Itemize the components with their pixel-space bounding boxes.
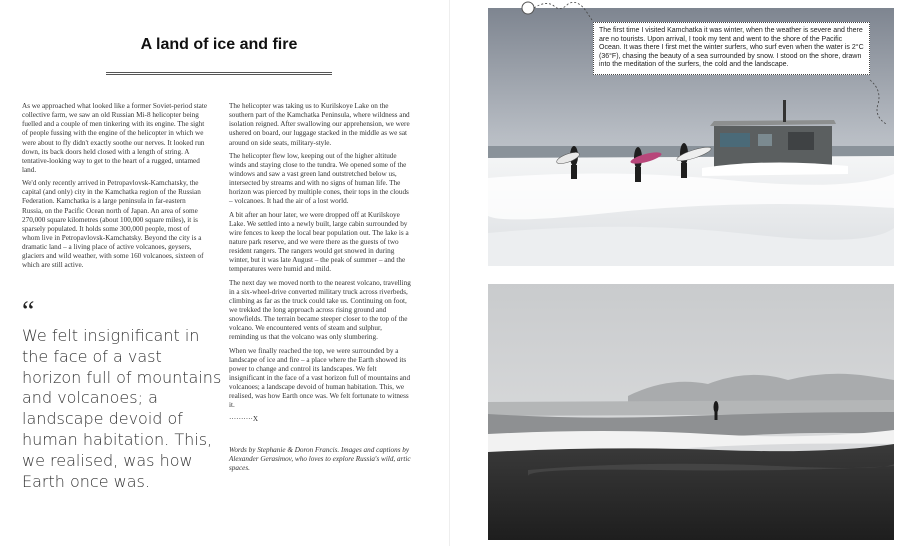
photo-caption: The first time I visited Kamchatka it was winter, when the weather is severe and there are no tourists. Upon arrival, I took my tent and went to the shore of the Pacific Ocean. It was there I first met the winter surfers, who surf even when the water is 2°C (36°F), chasing the beauty of a sea surrounded by snow. I stood on the shore, drawn into the meditation of the surfers, the cold and the landscape. (593, 22, 870, 75)
paragraph: A bit after an hour later, we were dropped off at Kurilskoye Lake. We settled into a newly built, large cabin surrounded by wire fences to keep the local bear population out. The lake is a nature park reserve, and we were there as the guests of two resident rangers. The rangers would get snowed in during winter, but it was late August – the peak of summer – and the temperatures were humid and mild. (229, 210, 409, 274)
signoff: ··········X (229, 414, 259, 423)
right-page (450, 0, 900, 546)
credit-line: Words by Stephanie & Doron Francis. Images and captions by Alexander Gerasimov, who loves to explore Russia's wild, artic spaces. (229, 445, 411, 472)
paragraph: When we finally reached the top, we were surrounded by a landscape of ice and fire – a place where the Earth showed its power to change and control its landscapes. We felt insignificant in the face of a vast horizon full of mountains and volcanoes; a landscape devoid of human habitation. This, we realised, was how Earth once was. We felt fortunate to witness it. (229, 346, 411, 410)
pull-quote: We felt insignificant in the face of a vast horizon full of mountains and volcanoes; a landscape devoid of human habitation. This, we realised, was how Earth once was. (22, 326, 222, 491)
body-column-left (22, 102, 208, 275)
paragraph: The next day we moved north to the nearest volcano, travelling in a six-wheel-drive converted military truck across riverbeds, climbing as far as the truck could take us. Continuing on foot, we trekked the long approach across rising ground and snowfields. The terrain became steeper closer to the top of the volcano. We encountered vents of steam and sulphur, reminding us that the volcano was only slumbering. (229, 278, 411, 342)
body-column-right (229, 102, 413, 477)
paragraph: We'd only recently arrived in Petropavlovsk-Kamchatsky, the capital (and only) city in the Kamchatka region of the Russian Federation. Kamchatka is a large peninsula in far-eastern Russia, on the Pacific Ocean north of Japan. An area of some 270,000 square kilometres (about 100,000 square miles), it is sparsely populated. It holds some 300,000 people, most of whom live in Petropavlovsk-Kamchatsky. Beyond the city is a dramatic land – a living place of active volcanoes, geysers, glaciers and wild weather, with some 160 volcanoes, sixteen of which are still active. (22, 179, 204, 270)
paragraph: The helicopter was taking us to Kurilskoye Lake on the southern part of the Kamchatka Peninsula, where wildness and isolation reigned. After swallowing our apprehension, we were ushered on board, our luggage stacked in the middle as we sat around on side seats, military-style. (229, 102, 410, 147)
title-rule (106, 74, 332, 75)
title-rule (106, 72, 332, 73)
paragraph: The helicopter flew low, keeping out of the higher altitude winds and staying close to the tundra. We opened some of the windows and saw a vast green land outstretched below us, intersected by streams and with no signs of human life. The horizon was pierced by multiple cones, their tops in the clouds – volcanoes. It had the air of a lost world. (229, 151, 409, 206)
black-sand-beach-photo (488, 284, 894, 540)
article-title: A land of ice and fire (140, 36, 298, 53)
paragraph: As we approached what looked like a former Soviet-period state collective farm, we saw an old Russian Mi-8 helicopter being fuelled and a couple of men tinkering with its engine. The sight of people fussing with the engine of the helicopter in which we were about to fly didn't exactly soothe our nerves. It looked run down, its back doors held closed with a length of string. A tentative-looking way to get to the heart of a rugged, untamed land. (22, 102, 208, 174)
quote-mark-icon: “ (22, 296, 35, 327)
